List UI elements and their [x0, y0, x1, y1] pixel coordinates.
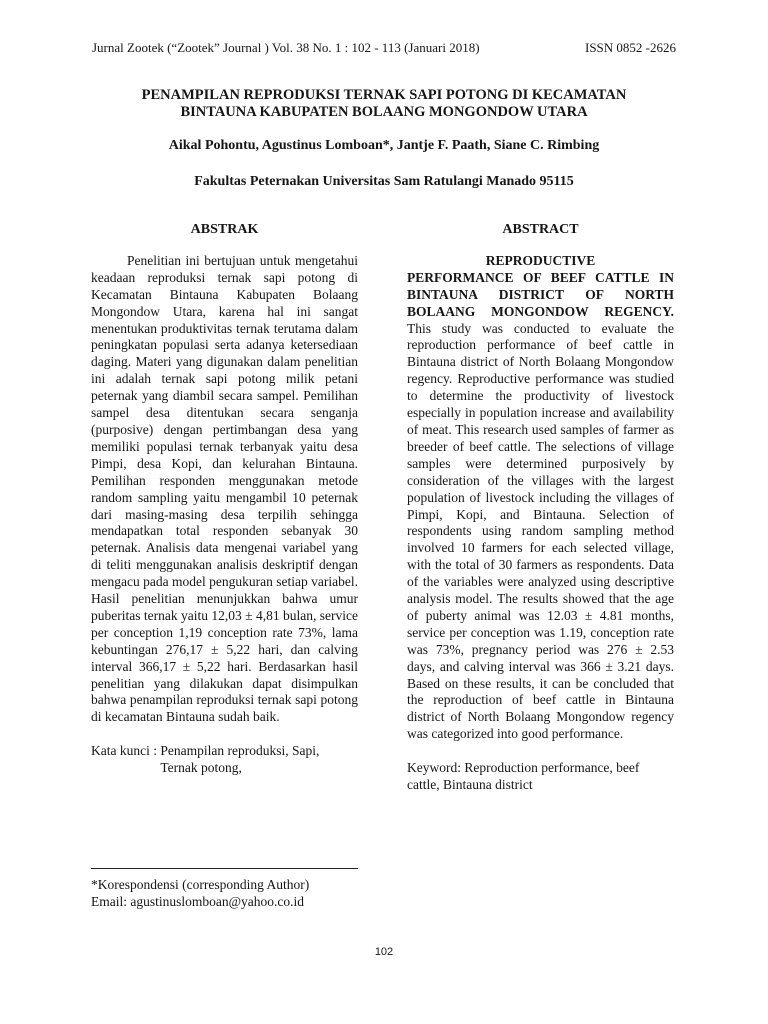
paper-title-line-2: BINTAUNA KABUPATEN BOLAANG MONGONDOW UTARA — [180, 104, 588, 120]
abstract-heading: ABSTRACT — [502, 222, 579, 237]
abstract-title-first: REPRODUCTIVE — [485, 252, 596, 268]
footnote-correspondence: *Korespondensi (corresponding Author) — [91, 877, 310, 892]
footnote-divider — [91, 868, 358, 869]
keywords-line-1: Penampilan reproduksi, Sapi, — [160, 743, 320, 759]
keywords-label: Kata kunci : — [91, 743, 161, 759]
running-header — [92, 40, 676, 56]
abstrak-column — [91, 222, 358, 777]
paper-title-line-1: PENAMPILAN REPRODUKSI TERNAK SAPI POTONG DI KECAMATAN — [141, 87, 627, 103]
issn: ISSN 0852 -2626 — [584, 40, 676, 55]
footnote — [91, 876, 309, 910]
affiliation: Fakultas Peternakan Universitas Sam Ratulangi Manado 95115 — [194, 174, 574, 189]
abstrak-body: Penelitian ini bertujuan untuk mengetahui keadaan reproduksi ternak sapi potong di Kecamatan Bintauna Kabupaten Bolaang Mongondow Utara, karena hal ini sangat menentukan produktivitas ternak terutama dalam peningkatan populasi serta adanya ketersediaan daging. Materi yang digunakan dalam penelitian ini adalah ternak sapi potong milik petani peternak yang diambil secara sampel. Pemilihan sampel desa ditentukan secara senganja (purposive) dengan pertimbangan desa yang memiliki populasi ternak terbanyak yaitu desa Pimpi, desa Kopi, dan kelurahan Bintauna. Pemilihan responden menggunakan metode random sampling yaitu mengambil 10 peternak dari masing-masing desa terpilih sehingga mendapatkan total responden sebanyak 30 peternak. Analisis data mengenai variabel yang di teliti menggunakan analisis deskriptif dengan mengacu pada model pengukuran setiap variabel. Hasil penelitian menunjukkan bahwa umur puberitas ternak yaitu 12,03 ± 4,81 bulan, service per conception 1,19 conception rate 73%, lama kebuntingan 276,17 ± 5,22 hari, dan calving interval 366,17 ± 5,22 hari. Berdasarkan hasil penelitian yang dilakukan dapat disimpulkan bahwa penampilan reproduksi ternak sapi potong di kecamatan Bintauna sudah baik. — [91, 252, 358, 725]
abstract-paragraph — [407, 253, 674, 743]
abstract-keywords: Keyword: Reproduction performance, beef cattle, Bintauna district — [407, 760, 640, 793]
footnote-email: Email: agustinuslomboan@yahoo.co.id — [91, 894, 305, 909]
abstrak-keywords — [91, 743, 358, 777]
paper-title — [92, 87, 676, 121]
abstrak-heading: ABSTRAK — [190, 222, 259, 237]
abstract-column — [407, 222, 674, 794]
abstract-title-rest: PERFORMANCE OF BEEF CATTLE IN BINTAUNA DISTRICT OF NORTH BOLAANG MONGONDOW REGENCY. — [407, 269, 674, 319]
page-number: 102 — [374, 946, 394, 958]
author-list: Aikal Pohontu, Agustinus Lomboan*, Jantje F. Paath, Siane C. Rimbing — [168, 138, 600, 153]
journal-citation: Jurnal Zootek (“Zootek” Journal ) Vol. 38 No. 1 : 102 - 113 (Januari 2018) — [92, 40, 480, 55]
abstract-body: This study was conducted to evaluate the reproduction performance of beef cattle in Bintauna district of North Bolaang Mongondow regency. Reproductive performance was studied to determine the productivity of livestock especially in population increase and availability of meat. This research used samples of farmer as breeder of beef cattle. The selections of village samples were determined purposively by consideration of the villages with the largest population of livestock including the villages of Pimpi, Kopi, and Bintauna. Selection of respondents using random sampling method involved 10 farmers for each selected village, with the total of 30 farmers as respondents. Data of the variables were analyzed using descriptive analysis model. The results showed that the age of puberty animal was 12.03 ± 4.81 months, service per conception was 1.19, conception rate was 73%, pregnancy period was 276 ± 2.53 days, and calving interval was 366 ± 3.21 days. Based on these results, it can be concluded that the reproduction of beef cattle in Bintauna district of North Bolaang Mongondow regency was categorized into good performance. — [407, 320, 674, 742]
keywords-line-2: Ternak potong, — [160, 760, 242, 776]
